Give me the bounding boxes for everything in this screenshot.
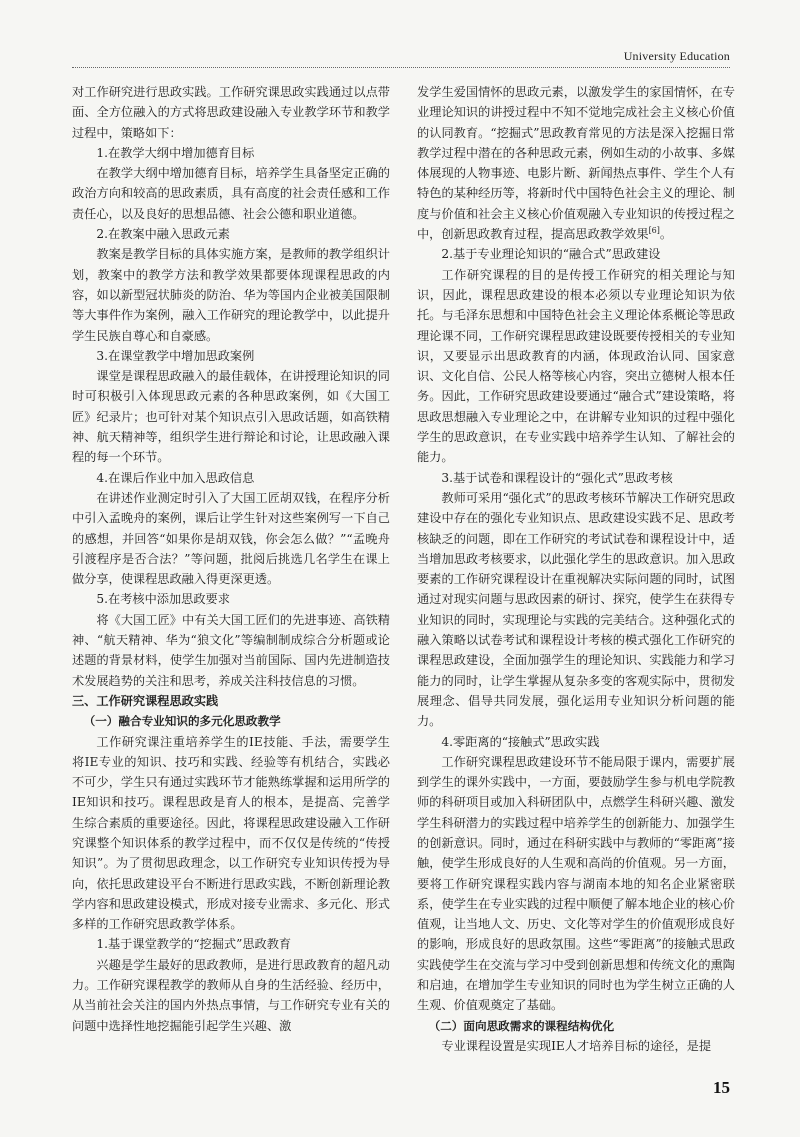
- subheading: 5.在考核中添加思政要求: [96, 592, 230, 607]
- paragraph: 工作研究课注重培养学生的IE技能、手法，需要学生将IE专业的知识、技巧和实践、经验等有机结合，实践必不可少，学生只有通过实践环节才能熟练掌握和运用所学的IE知识和技巧。课程思政是育人的根本，是提高、完善学生综合素质的重要途径。因此，将课程思政建设融入工作研究课整个知识体系的教学过程中，而不仅仅是传统的“传授知识”。为了贯彻思政理念，以工作研究专业知识传授为导向，依托思政建设平台不断进行思政实践，不断创新理论教学内容和思政建设模式，形成对接专业需求、多元化、形式多样的工作研究思政教学体系。: [72, 734, 390, 932]
- right-column: [417, 82, 735, 1056]
- subheading: 2.在教案中融入思政元素: [96, 227, 230, 242]
- header-rule: [72, 67, 730, 68]
- paragraph: 将《大国工匠》中有关大国工匠们的先进事迹、高铁精神、“航天精神、华为“狼文化”等编制制成综合分析题或论述题的背景材料，使学生加强对当前国际、国内先进制造技术发展趋势的关注和思考，养成关注科技信息的习惯。: [72, 612, 390, 688]
- section-heading: 三、工作研究课程思政实践: [72, 693, 219, 708]
- subheading: 4.零距离的“接触式”思政实践: [441, 734, 600, 749]
- subheading: 3.基于试卷和课程设计的“强化式”思政考核: [441, 470, 673, 485]
- paragraph: [417, 82, 735, 244]
- paragraph: 对工作研究进行思政实践。工作研究课思政实践通过以点带面、全方位融入的方式将思政建设融入专业教学环节和教学过程中，策略如下：: [72, 85, 390, 140]
- subheading: 4.在课后作业中加入思政信息: [96, 470, 255, 485]
- paragraph: 专业课程设置是实现IE人才培养目标的途径，是提: [441, 1038, 712, 1053]
- subheading: 1.基于课堂教学的“挖掘式”思政教育: [96, 937, 292, 952]
- subsection-heading: （一）融合专业知识的多元化思政教学: [83, 714, 281, 729]
- paragraph: 工作研究课程的目的是传授工作研究的相关理论与知识，因此，课程思政建设的根本必须以专业理论知识为依托。与毛泽东思想和中国特色社会主义理论体系概论等思政理论课不同，工作研究课程思政建设既要传授相关的专业知识，又要显示出思政教育的内涵，体现政治认同、国家意识、文化自信、公民人格等核心内容，突出立德树人根本任务。因此，工作研究思政建设要通过“融合式”建设策略，将思政思想融入专业理论之中，在讲解专业知识的过程中强化学生的思政意识，在专业实践中培养学生认知、了解社会的能力。: [417, 267, 735, 465]
- page-number: 15: [713, 1078, 730, 1097]
- paragraph: 在讲述作业测定时引入了大国工匠胡双钱，在程序分析中引入孟晚舟的案例，课后让学生针对这些案例写一下自己的感想，并回答“如果你是胡双钱，你会怎么做？”“孟晚舟引渡程序是否合法？”等问题，批阅后挑选几名学生在课上做分享，使课程思政融入得更深更透。: [72, 490, 390, 587]
- subheading: 1.在教学大纲中增加德育目标: [96, 145, 255, 160]
- paragraph-text: 发学生爱国情怀的思政元素，以激发学生的家国情怀，在专业理论知识的讲授过程中不知不觉地完成社会主义核心价值的认同教育。“挖掘式”思政教育常见的方法是深入挖掘日常教学过程中潜在的各种思政元素，例如生动的小故事、多媒体展现的人物事迹、电影片断、新闻热点事件、学生个人有特色的某种经历等，将新时代中国特色社会主义的理论、制度与价值和社会主义核心价值观融入专业知识的传授过程之中，创新思政教育过程，提高思政教学效果: [417, 85, 735, 242]
- subheading: 3.在课堂教学中增加思政案例: [96, 348, 255, 363]
- subsection-heading: （二）面向思政需求的课程结构优化: [428, 1018, 615, 1033]
- citation: [6]: [648, 226, 660, 236]
- paragraph: 教师可采用“强化式”的思政考核环节解决工作研究思政建设中存在的强化专业知识点、思政建设实践不足、思政考核缺乏的问题，即在工作研究的考试试卷和课程设计中，适当增加思政考核要求，以此强化学生的思政意识。加入思政要素的工作研究课程设计在重视解决实际问题的同时，试图通过对现实问题与思政因素的研讨、探究，使学生在获得专业知识的同时，实现理论与实践的完美结合。这种强化式的融入策略以试卷考试和课程设计考核的模式强化工作研究的课程思政建设，全面加强学生的理论知识、实践能力和学习能力的同时，让学生掌握从复杂多变的客观实际中，贯彻发展理念、倡导共同发展，强化运用专业知识分析问题的能力。: [417, 490, 735, 729]
- paragraph: 在教学大纲中增加德育目标，培养学生具备坚定正确的政治方向和较高的思政素质，具有高度的社会责任感和工作责任心，以及良好的思想品德、社会公德和职业道德。: [72, 166, 390, 221]
- paragraph-end: 。: [659, 227, 673, 242]
- paragraph: 课堂是课程思政融入的最佳载体，在讲授理论知识的同时可积极引入体现思政元素的各种思政案例，如《大国工匠》纪录片；也可针对某个知识点引入思政话题，如高铁精神、航天精神等，组织学生进行辩论和讨论，让思政融入课程的每一个环节。: [72, 369, 390, 465]
- paragraph: 兴趣是学生最好的思政教师，是进行思政教育的超凡动力。工作研究课程教学的教师从自身的生活经验、经历中，从当前社会关注的国内外热点事情，与工作研究专业有关的问题中选择性地挖掘能引起学生兴趣、激: [72, 957, 390, 1033]
- running-head: University Education: [623, 49, 730, 63]
- paragraph: 教案是教学目标的具体实施方案，是教师的教学组织计划，教案中的教学方法和教学效果都要体现课程思政的内容，如以新型冠状肺炎的防治、华为等国内企业被美国限制等大事件作为案例，融入工作研究的理论教学中，以此提升学生民族自尊心和自豪感。: [72, 247, 390, 343]
- left-column: [72, 82, 390, 1036]
- subheading: 2.基于专业理论知识的“融合式”思政建设: [441, 247, 661, 262]
- paragraph: 工作研究课程思政建设环节不能局限于课内，需要扩展到学生的课外实践中，一方面，要鼓励学生参与机电学院教师的科研项目或加入科研团队中，点燃学生科研兴趣、激发学生科研潜力的实践过程中培养学生的创新能力、加强学生的创新意识。同时，通过在科研实践中与教师的“零距离”接触，使学生形成良好的人生观和高尚的价值观。另一方面，要将工作研究课程实践内容与湖南本地的知名企业紧密联系，使学生在专业实践的过程中顺便了解本地企业的核心价值观，让当地人文、历史、文化等对学生的价值观形成良好的影响，形成良好的思政氛围。这些“零距离”的接触式思政实践使学生在交流与学习中受到创新思想和传统文化的熏陶和启迪，在增加学生专业知识的同时也为学生树立正确的人生观、价值观奠定了基础。: [417, 754, 735, 1013]
